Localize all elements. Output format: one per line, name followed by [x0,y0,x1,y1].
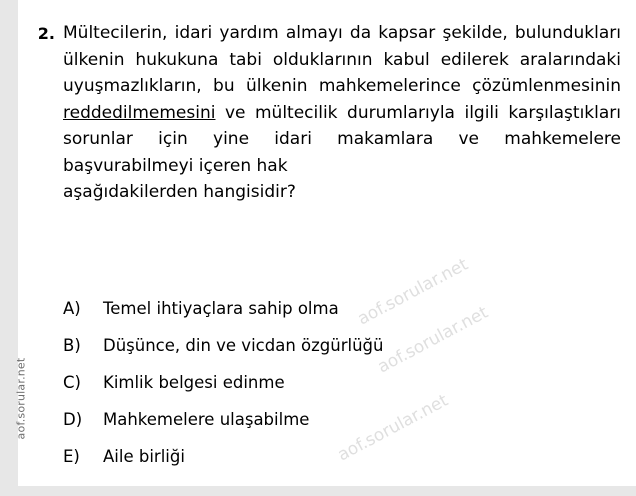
option-d-letter: D) [63,410,83,429]
option-d-text: Mahkemelere ulaşabilme [103,410,310,429]
option-e-letter: E) [63,447,80,466]
option-e-text: Aile birliği [103,447,185,466]
diagonal-watermark-2: aof.sorular.net [374,302,492,378]
option-b-letter: B) [63,336,81,355]
options-list [63,298,608,483]
option-a-letter: A) [63,299,81,318]
question-number: 2. [37,24,55,43]
option-a-text: Temel ihtiyaçlara sahip olma [103,299,339,318]
option-d[interactable] [63,409,608,431]
diagonal-watermark-3: aof.sorular.net [334,390,452,466]
site-watermark-left: aof.sorular.net [14,357,28,440]
option-c-letter: C) [63,373,81,392]
question-underlined-phrase: reddedilmemesini [63,102,216,123]
question-text [63,20,621,206]
option-c-text: Kimlik belgesi edinme [103,373,285,392]
option-a[interactable] [63,298,608,320]
option-c[interactable] [63,372,608,394]
question-body-part2: ve mültecilik durumlarıyla ilgili karşılaştıkları sorunlar için yine idari makamlara ve mahkemelere başvurabilmeyi içeren hak [63,102,621,176]
question-body-last-line: aşağıdakilerden hangisidir? [63,182,296,202]
page-bottom-margin-strip [0,486,636,496]
question-body-part1: Mültecilerin, idari yardım almayı da kapsar şekilde, bulundukları ülkenin hukukuna tabi olduklarının kabul edilerek aralarındaki uyuşmazlıkların, bu ülkenin mahkemelerince çözümlenmesinin [63,23,621,96]
option-b-text: Düşünce, din ve vicdan özgürlüğü [103,336,384,355]
diagonal-watermark-1: aof.sorular.net [354,254,472,330]
option-b[interactable] [63,335,608,357]
option-e[interactable] [63,446,608,468]
